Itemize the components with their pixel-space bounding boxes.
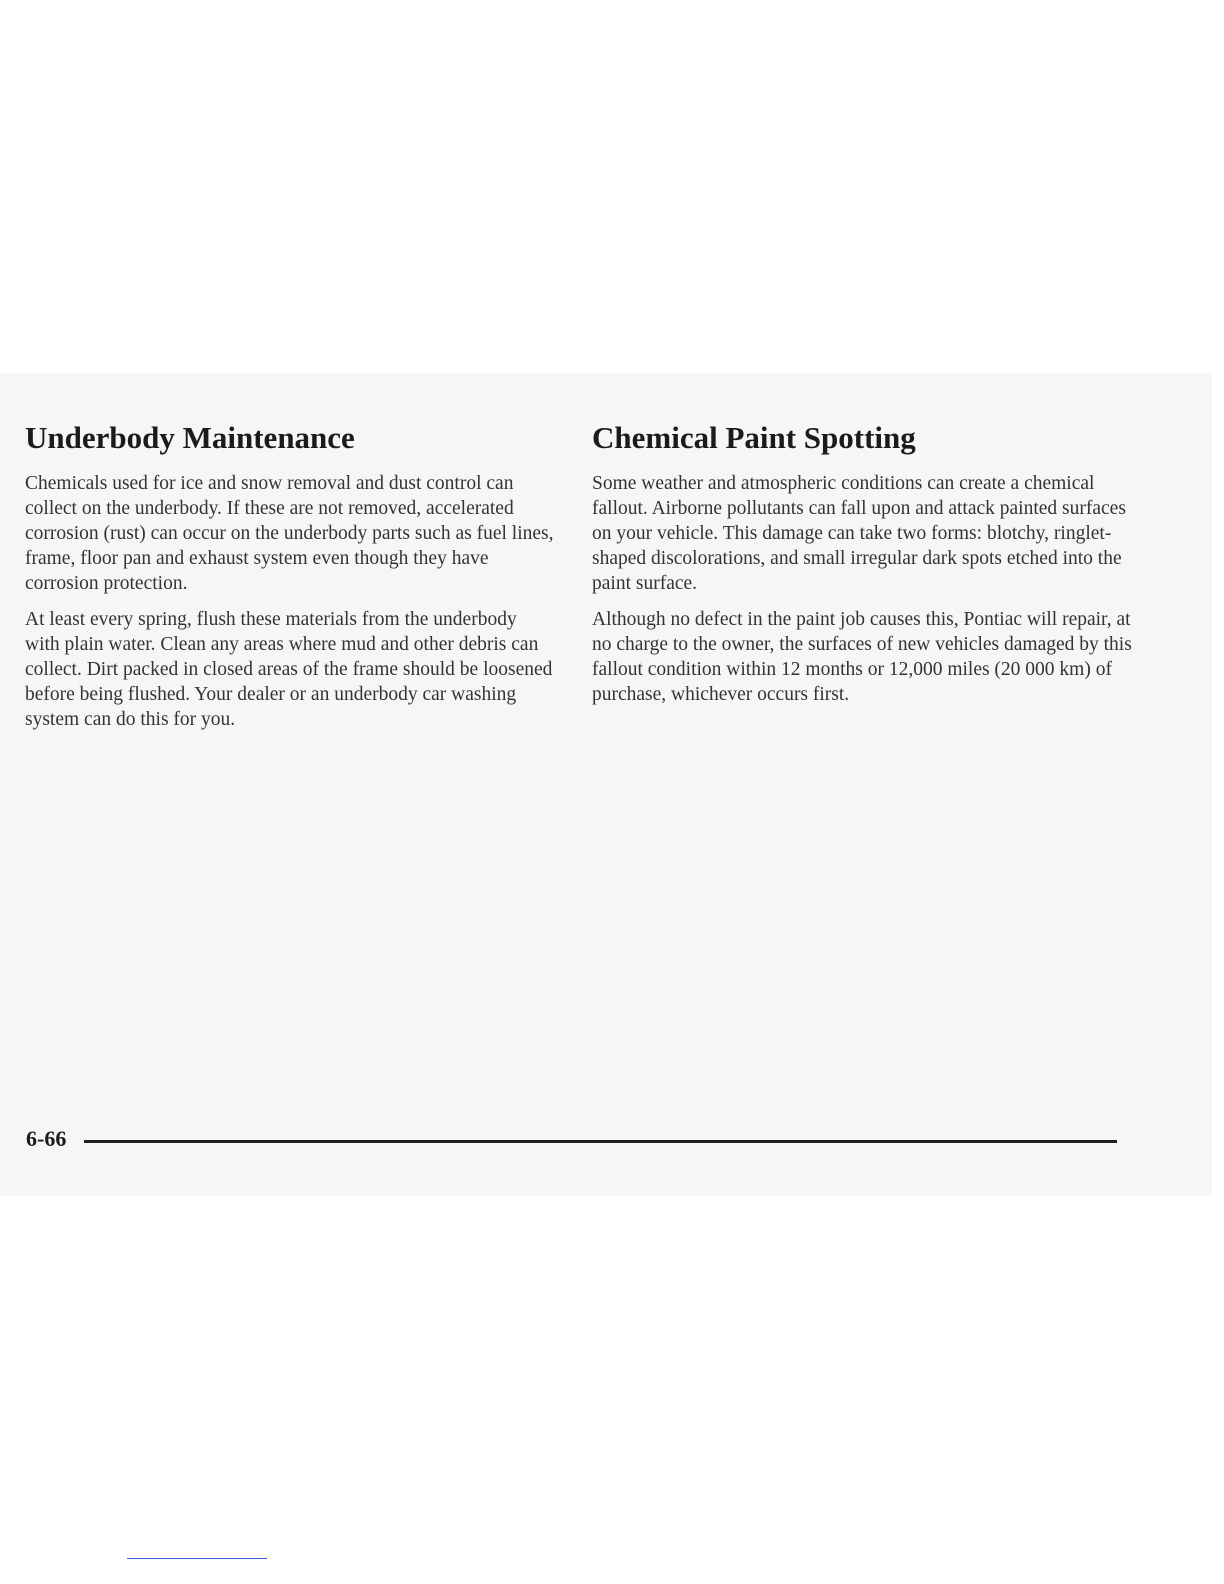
- body-paragraph: Some weather and atmospheric conditions can create a chemical fallout. Airborne pollutants can fall upon and attack painted surfaces on your vehicle. This damage can take two forms: blotchy, ringlet-shaped discolorations, and small irregular dark spots etched into the paint surface.: [592, 473, 1126, 594]
- underbody-maintenance-section: [25, 420, 555, 743]
- page-number: 6-66: [26, 1126, 67, 1151]
- section-heading: Underbody Maintenance: [25, 420, 355, 455]
- body-paragraph: Although no defect in the paint job causes this, Pontiac will repair, at no charge to the owner, the surfaces of new vehicles damaged by this fallout condition within 12 months or 12,000 miles (20 000 km) of purchase, whichever occurs first.: [592, 609, 1132, 705]
- footer-divider: [84, 1140, 1117, 1143]
- body-paragraph: At least every spring, flush these materials from the underbody with plain water. Clean any areas where mud and other debris can collect. Dirt packed in closed areas of the frame should be loosened before being flushed. Your dealer or an underbody car washing system can do this for you.: [25, 609, 553, 730]
- chemical-paint-spotting-section: [592, 420, 1132, 718]
- body-paragraph: Chemicals used for ice and snow removal and dust control can collect on the underbody. If these are not removed, accelerated corrosion (rust) can occur on the underbody parts such as fuel lines, frame, floor pan and exhaust system even though they have corrosion protection.: [25, 473, 554, 594]
- link-underline[interactable]: [127, 1558, 267, 1559]
- section-heading: Chemical Paint Spotting: [592, 420, 916, 455]
- manual-page: [0, 373, 1212, 1196]
